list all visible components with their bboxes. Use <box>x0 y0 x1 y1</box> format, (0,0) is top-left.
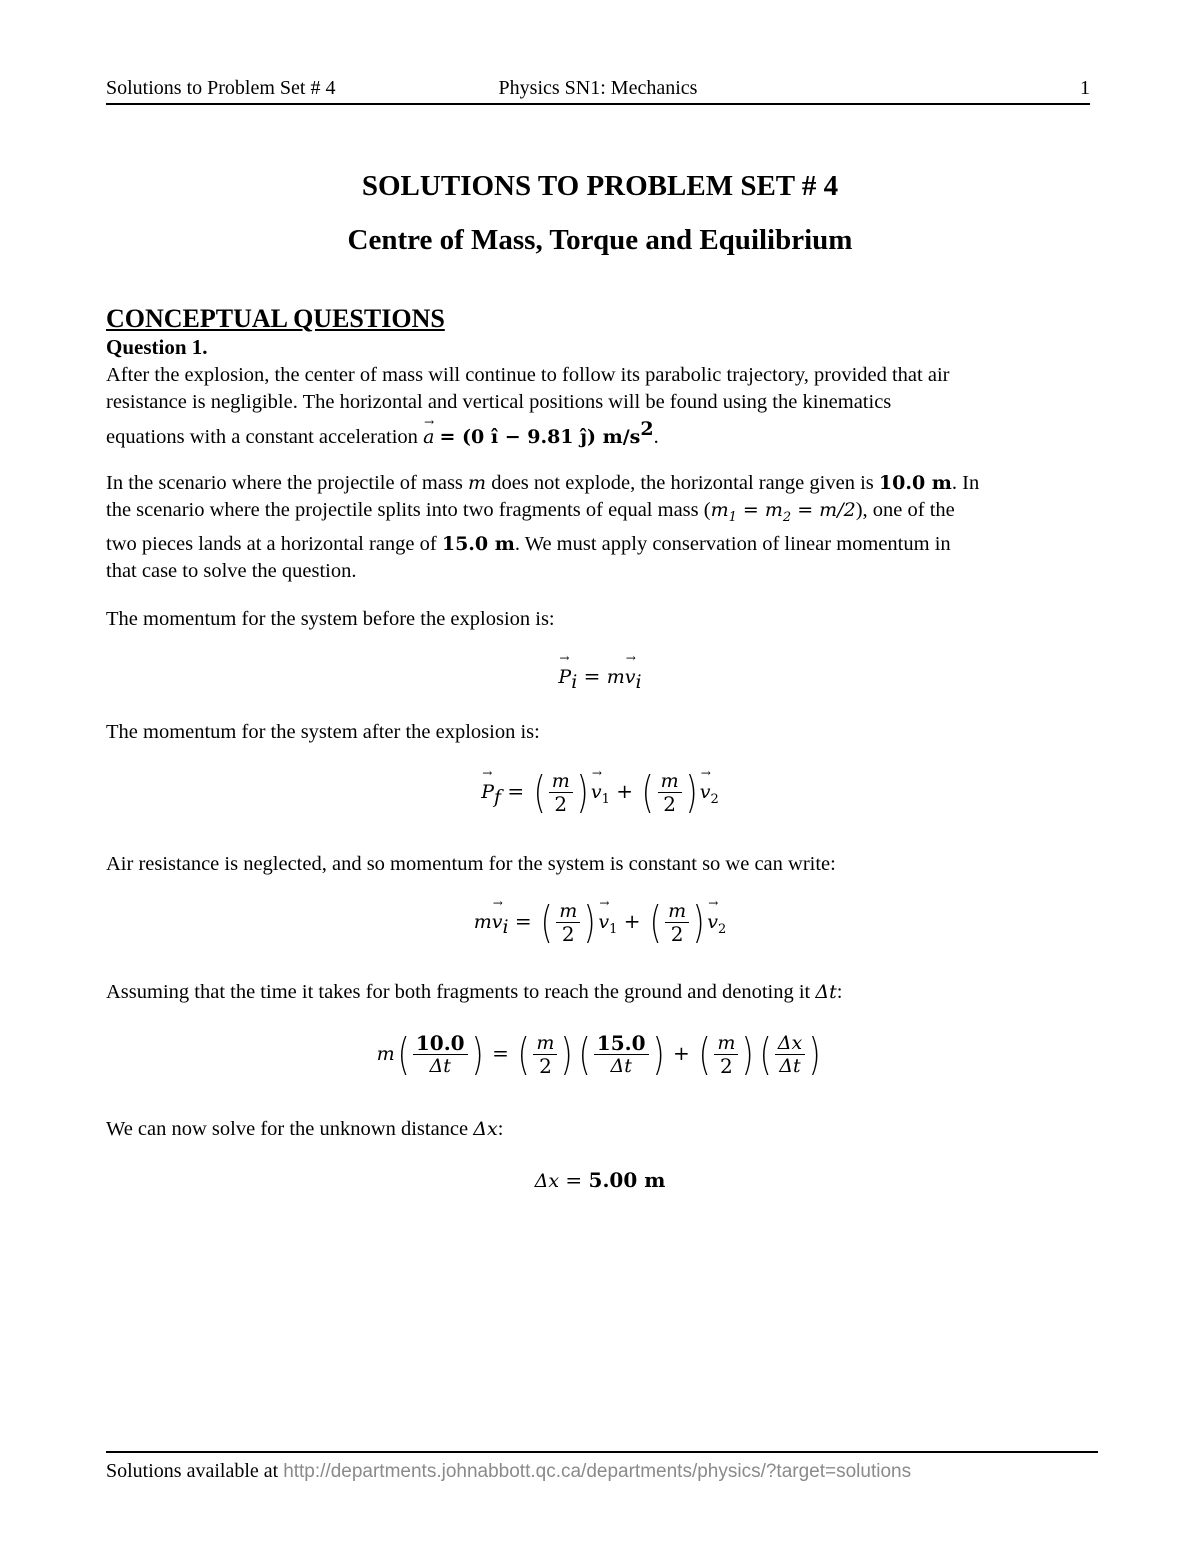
p2-text-1: In the scenario where the projectile of mass <box>106 472 463 494</box>
eq-distance-1: 10.0 <box>413 1032 468 1055</box>
p2-text-6: two pieces lands at a horizontal range of <box>106 532 437 555</box>
footer <box>106 1459 911 1484</box>
p2-text-5: ), one of the <box>855 499 955 521</box>
paragraph-3 <box>106 606 1096 633</box>
p2-text-7: . We must apply conservation of linear momentum in <box>514 532 951 555</box>
mass-symbol: m <box>468 472 487 494</box>
acceleration-exponent: 2 <box>640 418 654 440</box>
running-header <box>106 75 1090 101</box>
eq-denominator: 2 <box>554 792 568 816</box>
paragraph-1-line-2: resistance is negligible. The horizontal and vertical positions will be found using the kinematics <box>106 391 892 413</box>
paragraph-3-text: The momentum for the system before the explosion is: <box>106 608 555 630</box>
answer-value: 5.00 m <box>588 1168 666 1192</box>
document-subtitle: Centre of Mass, Torque and Equilibrium <box>347 224 853 256</box>
header-center: Physics SN1: Mechanics <box>498 77 698 99</box>
question-heading: Question 1. <box>106 335 208 359</box>
acceleration-value: = (0 î − 9.81 ĵ) m/s <box>439 425 641 448</box>
paragraph-2-line-3 <box>106 531 1096 558</box>
paragraph-5-text: Air resistance is neglected, and so momentum for the system is constant so we can write: <box>106 853 836 875</box>
p1-line3-text: equations with a constant acceleration <box>106 425 418 448</box>
equation-distances: m( $\frac{10.0}{\Delta t}$ ) = ( $\frac{m}{2}$ ) ( $\frac{15.0}{\Delta t}$ ) + ( $\frac{m}{2}$ ) ( $\frac{\Delta x}{\Delta t}$ ) <box>376 1028 821 1080</box>
paragraph-6-text: Assuming that the time it takes for both fragments to reach the ground and denoting it <box>106 981 811 1003</box>
range-1-value: 10.0 m <box>878 472 952 494</box>
equation-initial-momentum: → $P_i = m\to v_i$ <box>0 664 1200 693</box>
paragraph-2-line-1 <box>106 470 1096 497</box>
header-rule <box>106 103 1090 105</box>
p1-line3-end: . <box>653 425 659 448</box>
eq-distance-2: 15.0 <box>594 1032 649 1055</box>
header-left: Solutions to Problem Set # 4 <box>106 77 336 99</box>
paragraph-6 <box>106 979 1096 1006</box>
range-2-value: 15.0 m <box>441 532 515 555</box>
paragraph-6-line: Assuming that the time it takes for both fragments to reach the ground and denoting it Δt: <box>106 981 843 1003</box>
header-page-number: 1 <box>1080 77 1090 99</box>
paragraph-2-line-4: that case to solve the question. <box>106 559 357 582</box>
solutions-link[interactable]: http://departments.johnabbott.qc.ca/departments/physics/?target=solutions <box>283 1461 912 1482</box>
paragraph-2-line-2 <box>106 497 1096 531</box>
p2-text-2: does not explode, the horizontal range given is <box>491 472 874 494</box>
section-heading: CONCEPTUAL QUESTIONS <box>106 304 445 333</box>
paragraph-7 <box>106 1116 1096 1143</box>
footer-label: Solutions available at <box>106 1460 279 1482</box>
paragraph-5 <box>106 851 1096 878</box>
p2-text-3: . In <box>951 472 980 494</box>
p2-text-4: the scenario where the projectile splits into two fragments of equal mass ( <box>106 499 711 521</box>
equal-mass-expression: $m_1 = m_2 = m/2$ <box>710 499 856 525</box>
paragraph-1-line-3 <box>106 416 1096 451</box>
paragraph-7-line: We can now solve for the unknown distance Δx: <box>106 1118 504 1140</box>
acceleration-symbol: → a <box>423 424 434 451</box>
equation-answer: Δx = 5.00 m <box>534 1168 666 1192</box>
paragraph-4-text: The momentum for the system after the explosion is: <box>106 721 540 743</box>
footer-rule <box>106 1451 1098 1453</box>
paragraph-2 <box>106 470 1096 585</box>
equation-final-momentum: → $P_f$ = ( $\frac{m}{2}$ )→ $v_1$ + ( $\frac{m}{2}$ )→ $v_2$ <box>0 770 1200 815</box>
equation-conservation: $m\to v_i$ = ( $\frac{m}{2}$ )→ $v_1$ + ( $\frac{m}{2}$ )→ $v_2$ <box>0 900 1200 945</box>
paragraph-1-line-1: After the explosion, the center of mass will continue to follow its parabolic trajectory, provided that air <box>106 364 950 386</box>
document-title: SOLUTIONS TO PROBLEM SET # 4 <box>361 170 839 202</box>
paragraph-7-text: We can now solve for the unknown distance <box>106 1118 469 1140</box>
paragraph-1 <box>106 362 1096 451</box>
paragraph-4 <box>106 719 1096 746</box>
